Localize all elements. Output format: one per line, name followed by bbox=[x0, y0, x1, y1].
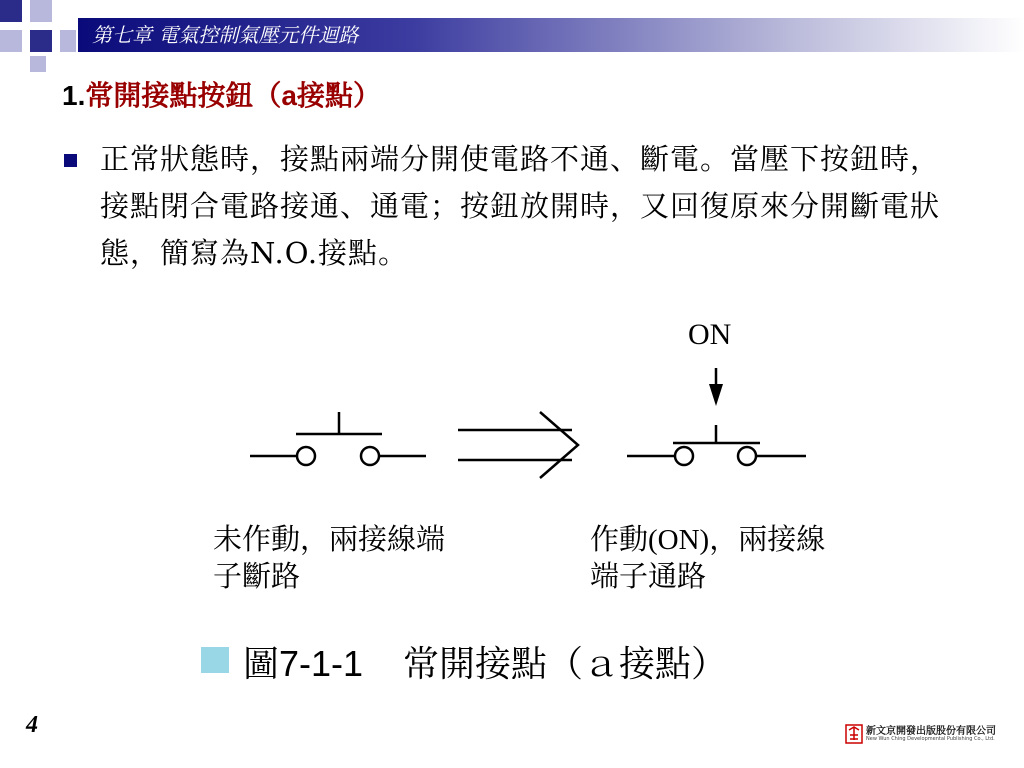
section-number: 1. bbox=[62, 80, 86, 111]
figure-bullet-icon bbox=[201, 647, 229, 673]
section-title-part2: 接點） bbox=[296, 79, 381, 112]
section-title-a: a bbox=[281, 80, 297, 111]
switch-open bbox=[250, 412, 426, 465]
publisher-name: 新文京開發出版股份有限公司 bbox=[866, 726, 996, 737]
switch-closed bbox=[627, 425, 806, 465]
caption-closed: 作動(ON)，兩接線端子通路 bbox=[590, 524, 826, 593]
caption-open: 未作動，兩接線端子斷路 bbox=[213, 524, 446, 593]
figure-caption: 圖7-1-1 常開接點（ａ接點） bbox=[243, 643, 728, 684]
body-paragraph: 正常狀態時，接點兩端分開使電路不通、斷電。當壓下按鈕時，接點閉合電路接通、通電；按鈕放開時，又回復原來分開斷電狀態，簡寫為N.O.接點。 bbox=[100, 142, 941, 270]
publisher-icon bbox=[845, 724, 863, 744]
section-title-part1: 常開接點按鈕（ bbox=[85, 79, 282, 112]
publisher-name-en: New Wun Ching Developmental Publishing Co., Ltd. bbox=[866, 736, 995, 742]
down-arrow-icon bbox=[709, 368, 723, 406]
chapter-title: 第七章 電氣控制氣壓元件迴路 bbox=[92, 23, 359, 47]
page-number: 4 bbox=[26, 712, 38, 738]
publisher-logo bbox=[845, 722, 995, 748]
on-label: ON bbox=[688, 318, 732, 351]
implies-arrow-icon bbox=[458, 412, 578, 478]
